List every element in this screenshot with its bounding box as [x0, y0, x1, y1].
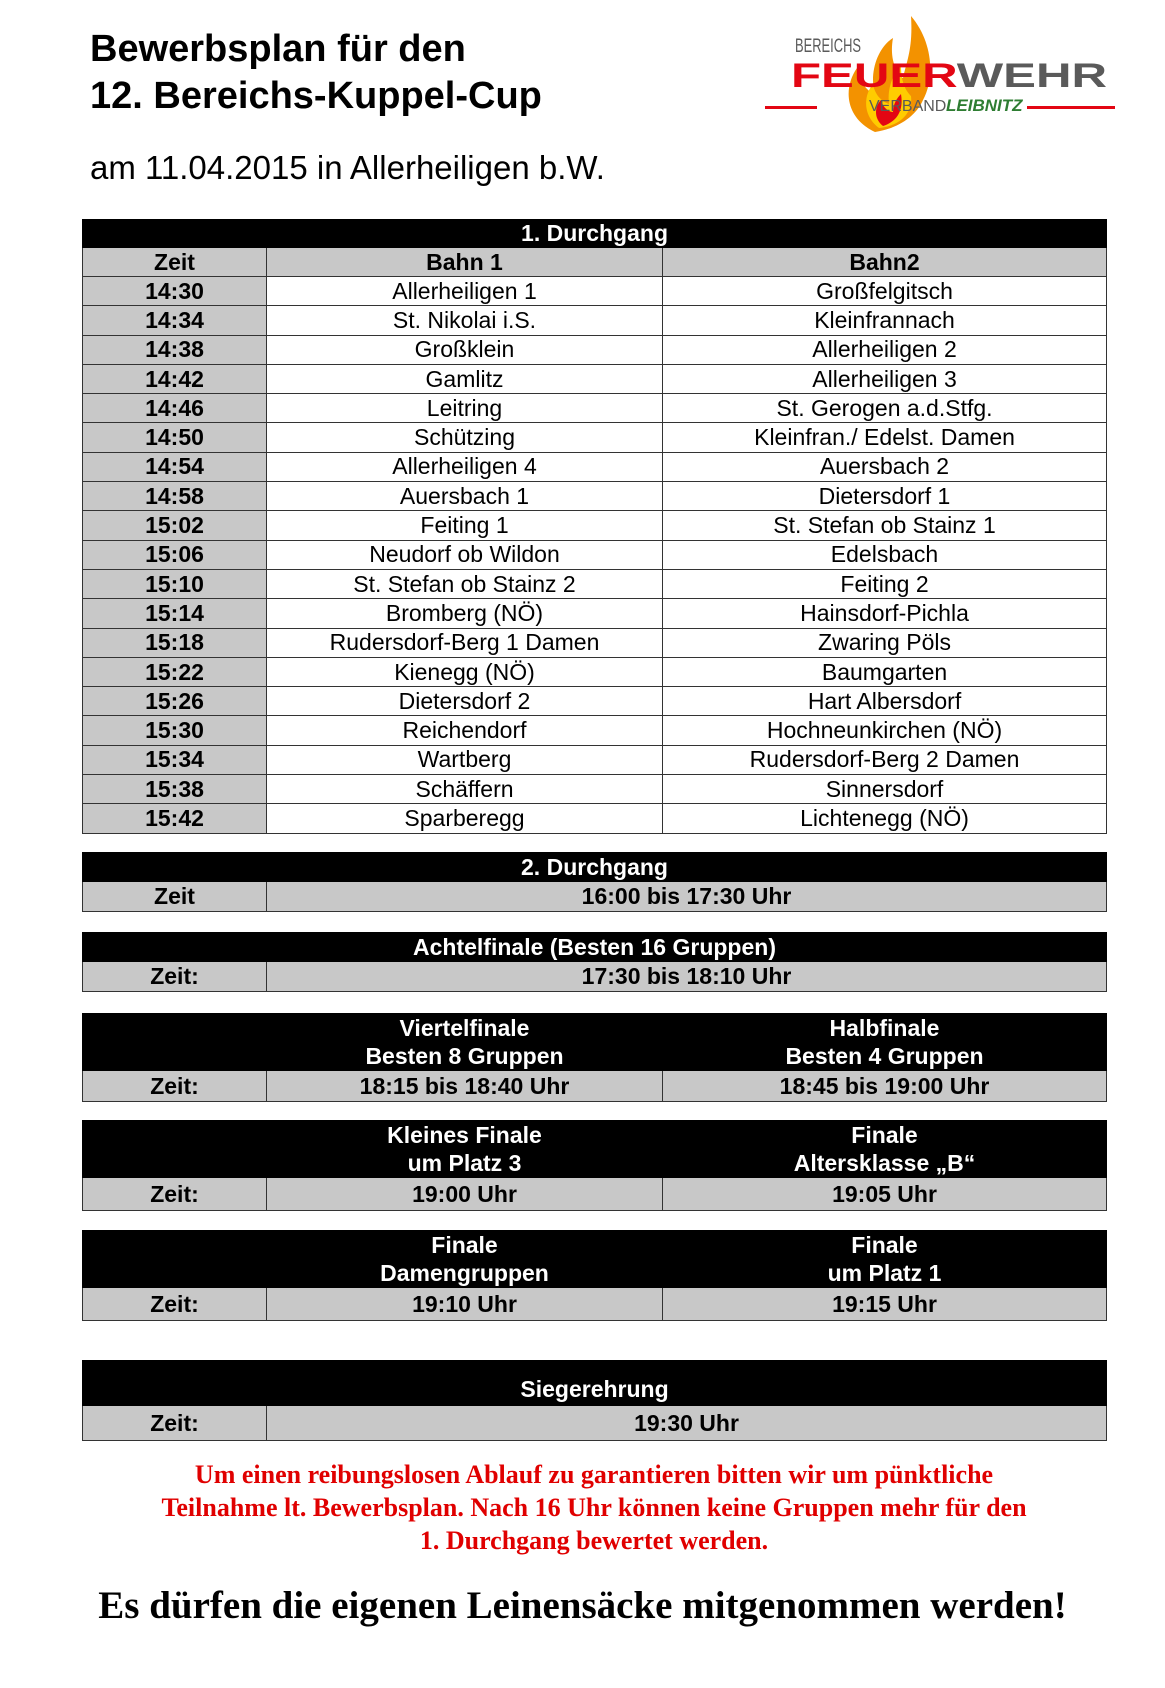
halbfinale-title-line-2: Besten 4 Gruppen	[785, 1043, 984, 1069]
row-time: 15:26	[83, 687, 267, 716]
achtelfinale-title: Achtelfinale (Besten 16 Gruppen)	[83, 933, 1107, 962]
row-bahn-1: Großklein	[267, 335, 663, 364]
row-time: 15:06	[83, 540, 267, 569]
row-bahn-2: Allerheiligen 3	[663, 364, 1107, 393]
row-time: 15:42	[83, 804, 267, 833]
row-bahn-1: Rudersdorf-Berg 1 Damen	[267, 628, 663, 657]
finale-damengruppen-title-line-2: Damengruppen	[380, 1260, 549, 1286]
viertelfinale-time: 18:15 bis 18:40 Uhr	[267, 1071, 663, 1102]
row-bahn-2: Kleinfrannach	[663, 306, 1107, 335]
row-time: 14:34	[83, 306, 267, 335]
row-bahn-1: Schützing	[267, 423, 663, 452]
viertel-halb-label: Zeit:	[83, 1071, 267, 1102]
siegerehrung-time: 19:30 Uhr	[267, 1406, 1107, 1441]
row-bahn-2: Zwaring Pöls	[663, 628, 1107, 657]
row-time: 15:22	[83, 657, 267, 686]
column-header-bahn-2: Bahn2	[663, 248, 1107, 277]
notice-text	[82, 1458, 1106, 1557]
kleines-finale-label: Zeit:	[83, 1178, 267, 1211]
finale-label: Zeit:	[83, 1288, 267, 1321]
row-bahn-1: Feiting 1	[267, 511, 663, 540]
finale-damengruppen-time: 19:10 Uhr	[267, 1288, 663, 1321]
finale-damengruppen-title	[267, 1231, 663, 1288]
logo-text-wehr: WEHR	[956, 57, 1061, 95]
viertel-halbfinale-table	[82, 1013, 1107, 1102]
row-bahn-1: Auersbach 1	[267, 482, 663, 511]
table-row	[83, 423, 1107, 452]
table-row	[83, 599, 1107, 628]
table-row	[83, 452, 1107, 481]
durchgang-1-table	[82, 219, 1107, 834]
finale-empty-header	[83, 1231, 267, 1288]
title-line-1: Bewerbsplan für den	[90, 28, 466, 70]
viertelfinale-title	[267, 1014, 663, 1071]
halbfinale-title	[663, 1014, 1107, 1071]
row-bahn-2: St. Gerogen a.d.Stfg.	[663, 394, 1107, 423]
table-row	[83, 306, 1107, 335]
table-row	[83, 335, 1107, 364]
table-row	[83, 628, 1107, 657]
finale-altersklasse-b-title-line-2: Altersklasse „B“	[793, 1150, 976, 1176]
halbfinale-time: 18:45 bis 19:00 Uhr	[663, 1071, 1107, 1102]
durchgang-2-table	[82, 852, 1107, 912]
row-time: 14:54	[83, 452, 267, 481]
durchgang-2-title: 2. Durchgang	[83, 853, 1107, 882]
finale-platz-1-time: 19:15 Uhr	[663, 1288, 1107, 1321]
finale-platz-1-title	[663, 1231, 1107, 1288]
finale-platz-1-title-line-1: Finale	[851, 1232, 918, 1258]
row-time: 15:10	[83, 569, 267, 598]
logo-text-feuer: FEUER	[791, 57, 906, 95]
viertel-halb-empty-header	[83, 1014, 267, 1071]
row-time: 15:14	[83, 599, 267, 628]
row-time: 15:30	[83, 716, 267, 745]
row-bahn-1: Allerheiligen 4	[267, 452, 663, 481]
logo-text-bereichs: BEREICHS	[795, 36, 861, 57]
durchgang-1-title: 1. Durchgang	[83, 220, 1107, 248]
row-time: 15:02	[83, 511, 267, 540]
row-time: 15:34	[83, 745, 267, 774]
table-row	[83, 277, 1107, 306]
siegerehrung-title: Siegerehrung	[83, 1361, 1107, 1406]
row-bahn-1: Sparberegg	[267, 804, 663, 833]
row-bahn-2: Feiting 2	[663, 569, 1107, 598]
row-bahn-1: Allerheiligen 1	[267, 277, 663, 306]
row-time: 15:18	[83, 628, 267, 657]
table-row	[83, 540, 1107, 569]
row-time: 14:38	[83, 335, 267, 364]
finale-altersklasse-b-title	[663, 1121, 1107, 1178]
table-row	[83, 804, 1107, 833]
row-time: 14:46	[83, 394, 267, 423]
finale-damengruppen-title-line-1: Finale	[431, 1232, 498, 1258]
row-bahn-1: Leitring	[267, 394, 663, 423]
durchgang-2-time: 16:00 bis 17:30 Uhr	[267, 882, 1107, 912]
table-row	[83, 394, 1107, 423]
row-time: 14:30	[83, 277, 267, 306]
row-time: 14:50	[83, 423, 267, 452]
table-row	[83, 511, 1107, 540]
row-bahn-2: Dietersdorf 1	[663, 482, 1107, 511]
logo-text-leibnitz: LEIBNITZ	[946, 96, 1023, 115]
kleines-finale-title-line-2: um Platz 3	[407, 1150, 522, 1176]
achtelfinale-table	[82, 932, 1107, 992]
row-time: 15:38	[83, 775, 267, 804]
row-bahn-2: Kleinfran./ Edelst. Damen	[663, 423, 1107, 452]
row-bahn-1: Dietersdorf 2	[267, 687, 663, 716]
row-bahn-1: Neudorf ob Wildon	[267, 540, 663, 569]
table-row	[83, 364, 1107, 393]
row-bahn-2: Hart Albersdorf	[663, 687, 1107, 716]
achtelfinale-time: 17:30 bis 18:10 Uhr	[267, 962, 1107, 992]
notice-line-2: Teilnahme lt. Bewerbsplan. Nach 16 Uhr können keine Gruppen mehr für den	[161, 1493, 1027, 1522]
row-bahn-1: St. Nikolai i.S.	[267, 306, 663, 335]
row-bahn-2: Lichtenegg (NÖ)	[663, 804, 1107, 833]
table-row	[83, 657, 1107, 686]
kleines-finale-empty-header	[83, 1121, 267, 1178]
finale-table	[82, 1230, 1107, 1321]
achtelfinale-label: Zeit:	[83, 962, 267, 992]
row-bahn-2: Hainsdorf-Pichla	[663, 599, 1107, 628]
table-row	[83, 482, 1107, 511]
row-bahn-1: Schäffern	[267, 775, 663, 804]
row-bahn-2: Auersbach 2	[663, 452, 1107, 481]
row-time: 14:42	[83, 364, 267, 393]
column-header-zeit: Zeit	[83, 248, 267, 277]
row-bahn-1: Kienegg (NÖ)	[267, 657, 663, 686]
notice-line-3: 1. Durchgang bewertet werden.	[419, 1526, 769, 1555]
table-row	[83, 687, 1107, 716]
kleines-finale-title	[267, 1121, 663, 1178]
row-bahn-2: Baumgarten	[663, 657, 1107, 686]
row-bahn-2: Rudersdorf-Berg 2 Damen	[663, 745, 1107, 774]
finale-altersklasse-b-title-line-1: Finale	[851, 1122, 918, 1148]
table-row	[83, 716, 1107, 745]
notice-line-1: Um einen reibungslosen Ablauf zu garantieren bitten wir um pünktliche	[194, 1460, 994, 1489]
row-bahn-2: Hochneunkirchen (NÖ)	[663, 716, 1107, 745]
row-bahn-1: Bromberg (NÖ)	[267, 599, 663, 628]
row-bahn-2: Edelsbach	[663, 540, 1107, 569]
siegerehrung-table	[82, 1360, 1107, 1441]
page-title	[90, 26, 542, 120]
finale-platz-1-title-line-2: um Platz 1	[827, 1260, 942, 1286]
kleines-finale-table	[82, 1120, 1107, 1211]
row-bahn-1: Wartberg	[267, 745, 663, 774]
table-row	[83, 775, 1107, 804]
leinensaecke-note: Es dürfen die eigenen Leinensäcke mitgenommen werden!	[98, 1584, 1067, 1627]
kleines-finale-time: 19:00 Uhr	[267, 1178, 663, 1211]
row-bahn-2: Großfelgitsch	[663, 277, 1107, 306]
row-bahn-1: St. Stefan ob Stainz 2	[267, 569, 663, 598]
svg-text:FEUERWEHR	[791, 57, 1107, 95]
finale-altersklasse-b-time: 19:05 Uhr	[663, 1178, 1107, 1211]
row-bahn-2: Sinnersdorf	[663, 775, 1107, 804]
row-bahn-1: Gamlitz	[267, 364, 663, 393]
row-bahn-2: St. Stefan ob Stainz 1	[663, 511, 1107, 540]
row-bahn-2: Allerheiligen 2	[663, 335, 1107, 364]
row-bahn-1: Reichendorf	[267, 716, 663, 745]
siegerehrung-label: Zeit:	[83, 1406, 267, 1441]
title-line-2: 12. Bereichs-Kuppel-Cup	[90, 75, 542, 117]
column-header-bahn-1: Bahn 1	[267, 248, 663, 277]
durchgang-2-label: Zeit	[83, 882, 267, 912]
row-time: 14:58	[83, 482, 267, 511]
logo-text-verband: VERBAND	[869, 98, 947, 115]
table-row	[83, 569, 1107, 598]
viertelfinale-title-line-1: Viertelfinale	[399, 1015, 530, 1041]
feuerwehr-logo	[765, 8, 1115, 136]
viertelfinale-title-line-2: Besten 8 Gruppen	[365, 1043, 564, 1069]
table-row	[83, 745, 1107, 774]
halbfinale-title-line-1: Halbfinale	[829, 1015, 940, 1041]
kleines-finale-title-line-1: Kleines Finale	[387, 1122, 542, 1148]
event-date-location: am 11.04.2015 in Allerheiligen b.W.	[90, 149, 605, 186]
